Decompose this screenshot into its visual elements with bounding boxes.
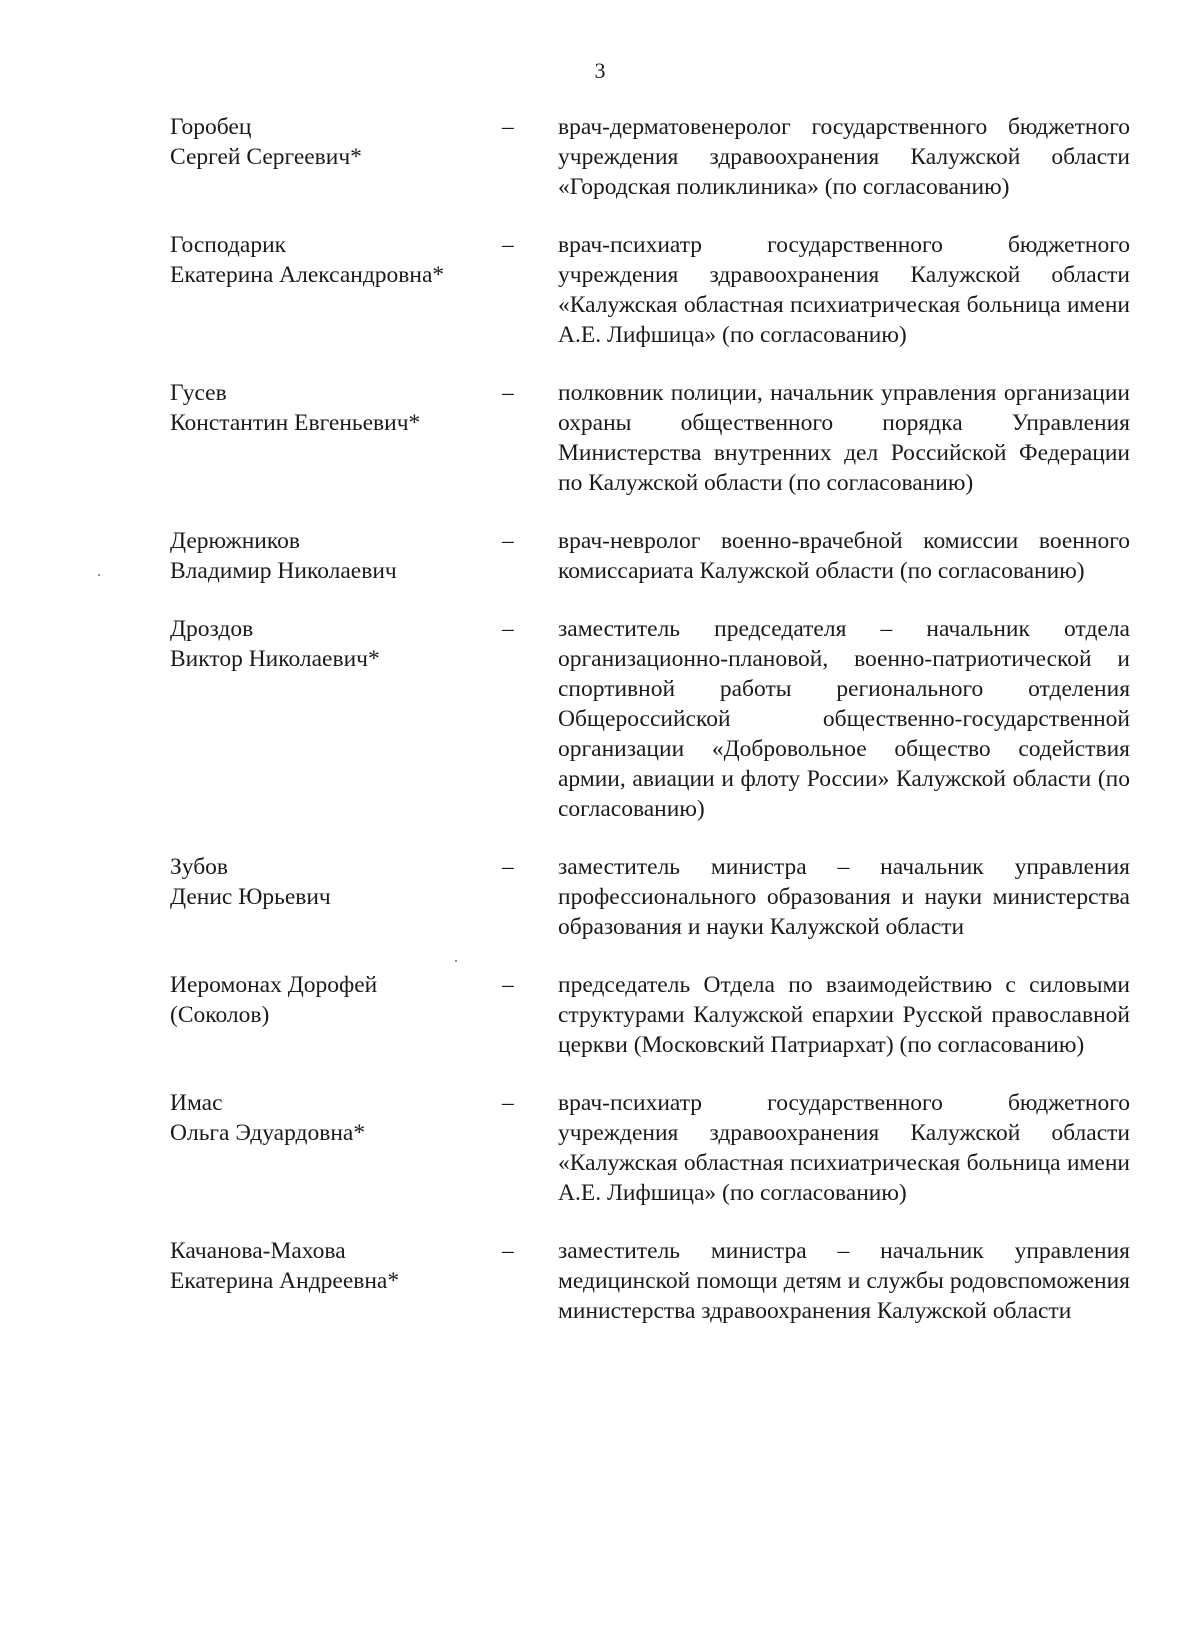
separator-dash: – <box>502 972 514 998</box>
member-name <box>170 112 500 172</box>
separator-dash: – <box>502 380 514 406</box>
member-name <box>170 614 500 674</box>
scan-speck <box>455 960 457 962</box>
member-surname: Зубов <box>170 854 229 880</box>
list-item <box>170 112 1130 202</box>
member-surname: Господарик <box>170 232 287 258</box>
list-item <box>170 526 1130 586</box>
member-role: врач-психиатр государственного бюджетного учреждения здравоохранения Калужской области «Калужская областная психиатрическая больница имени А.Е. Лифшица» (по согласованию) <box>558 232 1130 348</box>
member-given-names: Екатерина Александровна* <box>170 262 445 288</box>
member-role: врач-психиатр государственного бюджетного учреждения здравоохранения Калужской области «Калужская областная психиатрическая больница имени А.Е. Лифшица» (по согласованию) <box>558 1090 1130 1206</box>
member-role: председатель Отдела по взаимодействию с силовыми структурами Калужской епархии Русской православной церкви (Московский Патриархат) (по согласованию) <box>558 972 1130 1058</box>
member-role: врач-невролог военно-врачебной комиссии военного комиссариата Калужской области (по согласованию) <box>558 528 1130 584</box>
separator-dash: – <box>502 1090 514 1116</box>
list-item <box>170 230 1130 350</box>
separator-dash: – <box>502 854 514 880</box>
member-given-names: (Соколов) <box>170 1002 270 1028</box>
list-item <box>170 614 1130 824</box>
member-name <box>170 970 500 1030</box>
member-given-names: Владимир Николаевич <box>170 558 397 584</box>
member-role: полковник полиции, начальник управления организации охраны общественного порядка Управления Министерства внутренних дел Российской Федерации по Калужской области (по согласованию) <box>558 380 1130 496</box>
list-item <box>170 970 1130 1060</box>
page-number: 3 <box>594 58 606 83</box>
member-surname: Горобец <box>170 114 252 140</box>
member-surname: Имас <box>170 1090 223 1116</box>
member-surname: Гусев <box>170 380 227 406</box>
member-name <box>170 1088 500 1148</box>
member-given-names: Сергей Сергеевич* <box>170 144 362 170</box>
member-surname: Иеромонах Дорофей <box>170 972 378 998</box>
separator-dash: – <box>502 114 514 140</box>
separator-dash: – <box>502 528 514 554</box>
member-role: врач-дерматовенеролог государственного бюджетного учреждения здравоохранения Калужской области «Городская поликлиника» (по согласованию) <box>558 114 1130 200</box>
member-name <box>170 526 500 586</box>
member-name <box>170 378 500 438</box>
member-surname: Дроздов <box>170 616 254 642</box>
list-item <box>170 1088 1130 1208</box>
list-item <box>170 1236 1130 1326</box>
member-surname: Дерюжников <box>170 528 300 554</box>
list-item <box>170 852 1130 942</box>
member-given-names: Ольга Эдуардовна* <box>170 1120 366 1146</box>
member-role: заместитель министра – начальник управления профессионального образования и науки министерства образования и науки Калужской области <box>558 854 1130 940</box>
member-given-names: Денис Юрьевич <box>170 884 331 910</box>
member-given-names: Екатерина Андреевна* <box>170 1268 400 1294</box>
member-name <box>170 852 500 912</box>
separator-dash: – <box>502 616 514 642</box>
member-role: заместитель председателя – начальник отдела организационно-плановой, военно-патриотической и спортивной работы регионального отделения Общероссийской общественно-государственной организации «Добровольное общество содействия армии, авиации и флоту России» Калужской области (по согласованию) <box>558 616 1130 822</box>
member-given-names: Константин Евгеньевич* <box>170 410 421 436</box>
separator-dash: – <box>502 1238 514 1264</box>
member-name <box>170 1236 500 1296</box>
list-item <box>170 378 1130 498</box>
separator-dash: – <box>502 232 514 258</box>
member-surname: Качанова-Махова <box>170 1238 346 1264</box>
member-list <box>170 112 1130 1326</box>
member-role: заместитель министра – начальник управления медицинской помощи детям и службы родовспоможения министерства здравоохранения Калужской области <box>558 1238 1130 1324</box>
member-given-names: Виктор Николаевич* <box>170 646 380 672</box>
scan-speck <box>98 574 100 576</box>
member-name <box>170 230 500 290</box>
